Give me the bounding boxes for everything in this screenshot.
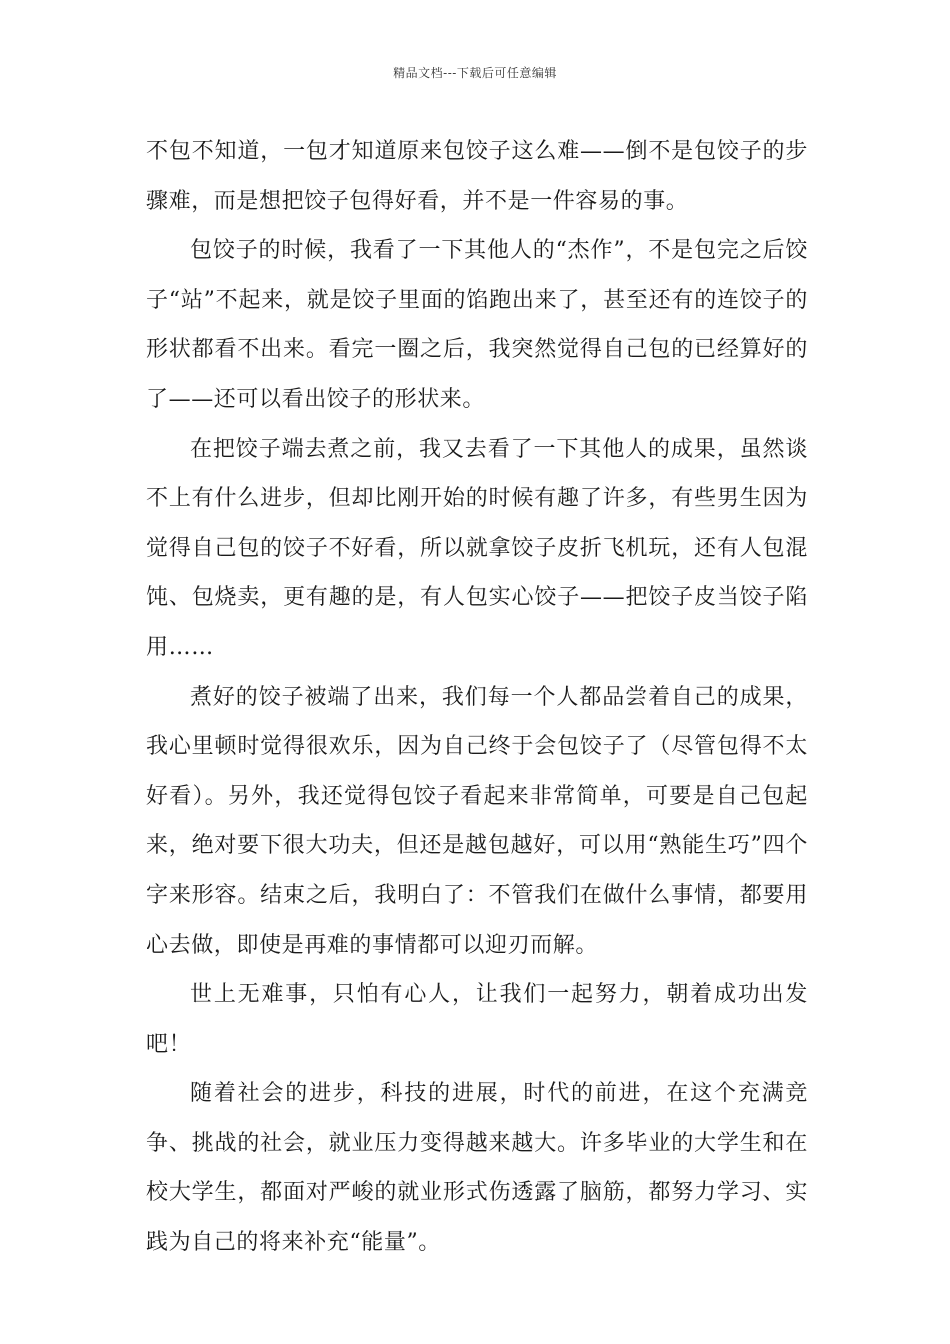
- document-body: [146, 127, 808, 1268]
- paragraph-2: 包饺子的时候，我看了一下其他人的“杰作”，不是包完之后饺子“站”不起来，就是饺子里面的馅跑出来了，甚至还有的连饺子的形状都看不出来。看完一圈之后，我突然觉得自己包的已经算好的了——还可以看出饺子的形状来。: [146, 238, 808, 412]
- paragraph-3: 在把饺子端去煮之前，我又去看了一下其他人的成果，虽然谈不上有什么进步，但却比刚开始的时候有趣了许多，有些男生因为觉得自己包的饺子不好看，所以就拿饺子皮折飞机玩，还有人包混饨、包烧卖，更有趣的是，有人包实心饺子——把饺子皮当饺子陷用……: [146, 436, 808, 660]
- paragraph-1: 不包不知道，一包才知道原来包饺子这么难——倒不是包饺子的步骤难，而是想把饺子包得好看，并不是一件容易的事。: [146, 139, 808, 214]
- paragraph-5: 世上无难事，只怕有心人，让我们一起努力，朝着成功出发吧！: [146, 982, 808, 1057]
- paragraph-4: 煮好的饺子被端了出来，我们每一个人都品尝着自己的成果，我心里顿时觉得很欢乐，因为自己终于会包饺子了（尽管包得不太好看）。另外，我还觉得包饺子看起来非常简单，可要是自己包起来，绝对要下很大功夫，但还是越包越好，可以用“熟能生巧”四个字来形容。结束之后，我明白了：不管我们在做什么事情，都要用心去做，即使是再难的事情都可以迎刃而解。: [146, 684, 808, 958]
- paragraph-6: 随着社会的进步，科技的进展，时代的前进，在这个充满竞争、挑战的社会，就业压力变得越来越大。许多毕业的大学生和在校大学生，都面对严峻的就业形式伤透露了脑筋，都努力学习、实践为自己的将来补充“能量”。: [146, 1081, 808, 1256]
- page-header: 精品文档---下载后可任意编辑: [393, 66, 557, 80]
